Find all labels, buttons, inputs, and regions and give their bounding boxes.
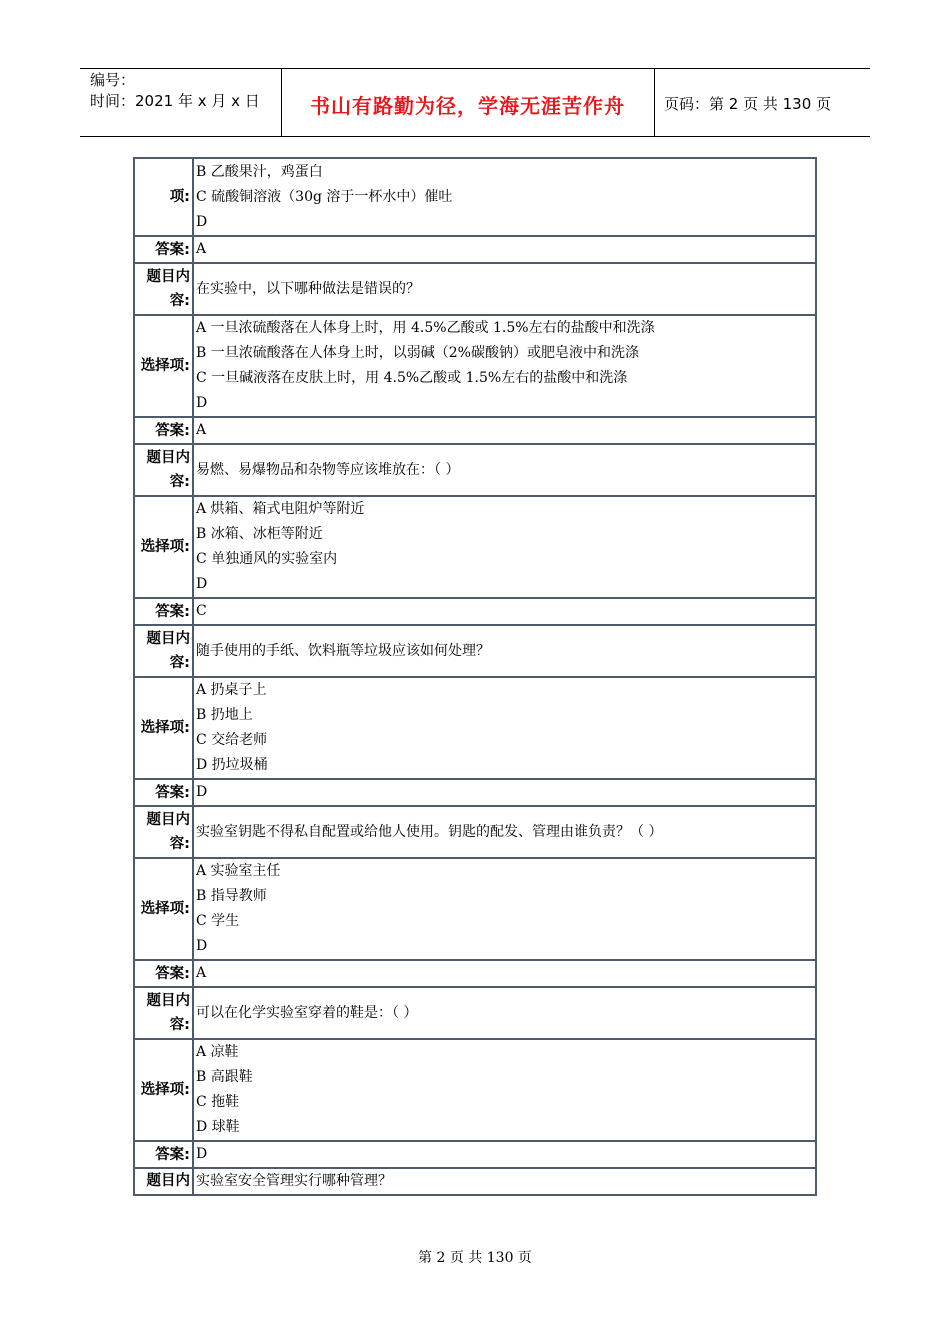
question-cell (193, 987, 816, 1039)
question-text: 在实验中，以下哪种做法是错误的？ (196, 280, 420, 297)
option-item: B 乙酸果汁，鸡蛋白 (196, 163, 323, 180)
table-row (134, 806, 816, 858)
answer-label: 答案: (134, 1141, 193, 1168)
header-motto: 书山有路勤为径，学海无涯苦作舟 (310, 94, 625, 118)
table-row (134, 1039, 816, 1141)
question-label: 题目内 (134, 1168, 193, 1195)
option-item: A 扔桌子上 (196, 682, 267, 698)
options-cell (193, 858, 816, 960)
answer-label: 答案: (134, 779, 193, 806)
table-row (134, 598, 816, 625)
answer-value: C (196, 603, 207, 619)
question-label: 题目内容: (134, 444, 193, 496)
page-footer: 第 2 页 共 130 页 (418, 1250, 532, 1266)
answer-cell (193, 1141, 816, 1168)
question-label: 题目内容: (134, 987, 193, 1039)
answer-cell (193, 960, 816, 987)
option-item: D 球鞋 (196, 1119, 240, 1135)
option-item: C 单独通风的实验室内 (196, 551, 338, 567)
options-label: 选择项: (134, 496, 193, 598)
option-item: B 高跟鞋 (196, 1069, 253, 1085)
question-text: 实验室钥匙不得私自配置或给他人使用。钥匙的配发、管理由谁负责？（ ） (196, 823, 663, 840)
table-row (134, 625, 816, 677)
option-item: A 烘箱、箱式电阻炉等附近 (196, 501, 365, 517)
question-cell (193, 444, 816, 496)
document-number-label: 编号： (90, 71, 136, 89)
table-row (134, 496, 816, 598)
option-item: C 一旦碱液落在皮肤上时，用 4.5%乙酸或 1.5%左右的盐酸中和洗涤 (196, 370, 628, 386)
option-item: B 冰箱、冰柜等附近 (196, 526, 323, 542)
option-item: B 指导教师 (196, 888, 267, 904)
option-item: D 扔垃圾桶 (196, 757, 268, 773)
question-cell (193, 806, 816, 858)
option-item: D (196, 938, 208, 954)
question-text: 可以在化学实验室穿着的鞋是：（ ） (196, 1004, 418, 1021)
question-text: 随手使用的手纸、饮料瓶等垃圾应该如何处理？ (196, 642, 490, 659)
table-row (134, 858, 816, 960)
question-label: 题目内容: (134, 625, 193, 677)
table-row (134, 1141, 816, 1168)
table-row (134, 444, 816, 496)
table-row (134, 677, 816, 779)
options-cell (193, 496, 816, 598)
question-cell (193, 1168, 816, 1195)
answer-cell (193, 598, 816, 625)
answer-label: 答案: (134, 417, 193, 444)
options-cell (193, 158, 816, 236)
option-item: D (196, 576, 208, 592)
answer-cell (193, 417, 816, 444)
option-item: D (196, 213, 208, 230)
options-label: 选择项: (134, 1039, 193, 1141)
table-row (134, 158, 816, 236)
header-bottom-rule (80, 136, 870, 137)
answer-value: A (196, 422, 207, 438)
option-item: B 一旦浓硫酸落在人体身上时，以弱碱（2%碳酸钠）或肥皂液中和洗涤 (196, 345, 639, 361)
header-top-rule (80, 68, 870, 69)
question-label: 题目内容: (134, 263, 193, 315)
question-cell (193, 263, 816, 315)
option-item: C 交给老师 (196, 732, 268, 748)
table-row (134, 315, 816, 417)
header-meta (90, 70, 260, 112)
table-row (134, 1168, 816, 1195)
option-item: C 拖鞋 (196, 1094, 240, 1110)
header-divider (654, 68, 655, 137)
options-label: 选择项: (134, 315, 193, 417)
header-page-info: 页码：第 2 页 共 130 页 (664, 95, 832, 113)
table-row (134, 263, 816, 315)
table-row (134, 987, 816, 1039)
document-date: 时间：2021 年 x 月 x 日 (90, 92, 260, 110)
question-table (133, 157, 817, 1196)
option-item: A 凉鞋 (196, 1044, 239, 1060)
answer-cell (193, 236, 816, 263)
table-row (134, 236, 816, 263)
option-item: A 一旦浓硫酸落在人体身上时，用 4.5%乙酸或 1.5%左右的盐酸中和洗涤 (196, 320, 655, 336)
options-label: 选择项: (134, 677, 193, 779)
option-item: A 实验室主任 (196, 863, 281, 879)
table-row (134, 417, 816, 444)
answer-label: 答案: (134, 960, 193, 987)
answer-value: D (196, 784, 208, 800)
option-item: C 学生 (196, 913, 240, 929)
option-item: D (196, 395, 208, 411)
options-label: 项: (134, 158, 193, 236)
table-row (134, 960, 816, 987)
option-item: B 扔地上 (196, 707, 253, 723)
question-cell (193, 625, 816, 677)
question-text: 实验室安全管理实行哪种管理？ (196, 1173, 392, 1189)
options-cell (193, 315, 816, 417)
answer-label: 答案: (134, 236, 193, 263)
options-cell (193, 677, 816, 779)
options-label: 选择项: (134, 858, 193, 960)
answer-label: 答案: (134, 598, 193, 625)
answer-value: A (196, 241, 207, 257)
answer-cell (193, 779, 816, 806)
option-item: C 硫酸铜溶液（30g 溶于一杯水中）催吐 (196, 188, 453, 205)
table-row (134, 779, 816, 806)
answer-value: D (196, 1146, 208, 1162)
answer-value: A (196, 965, 207, 981)
question-label: 题目内容: (134, 806, 193, 858)
options-cell (193, 1039, 816, 1141)
question-text: 易燃、易爆物品和杂物等应该堆放在：（ ） (196, 461, 460, 478)
